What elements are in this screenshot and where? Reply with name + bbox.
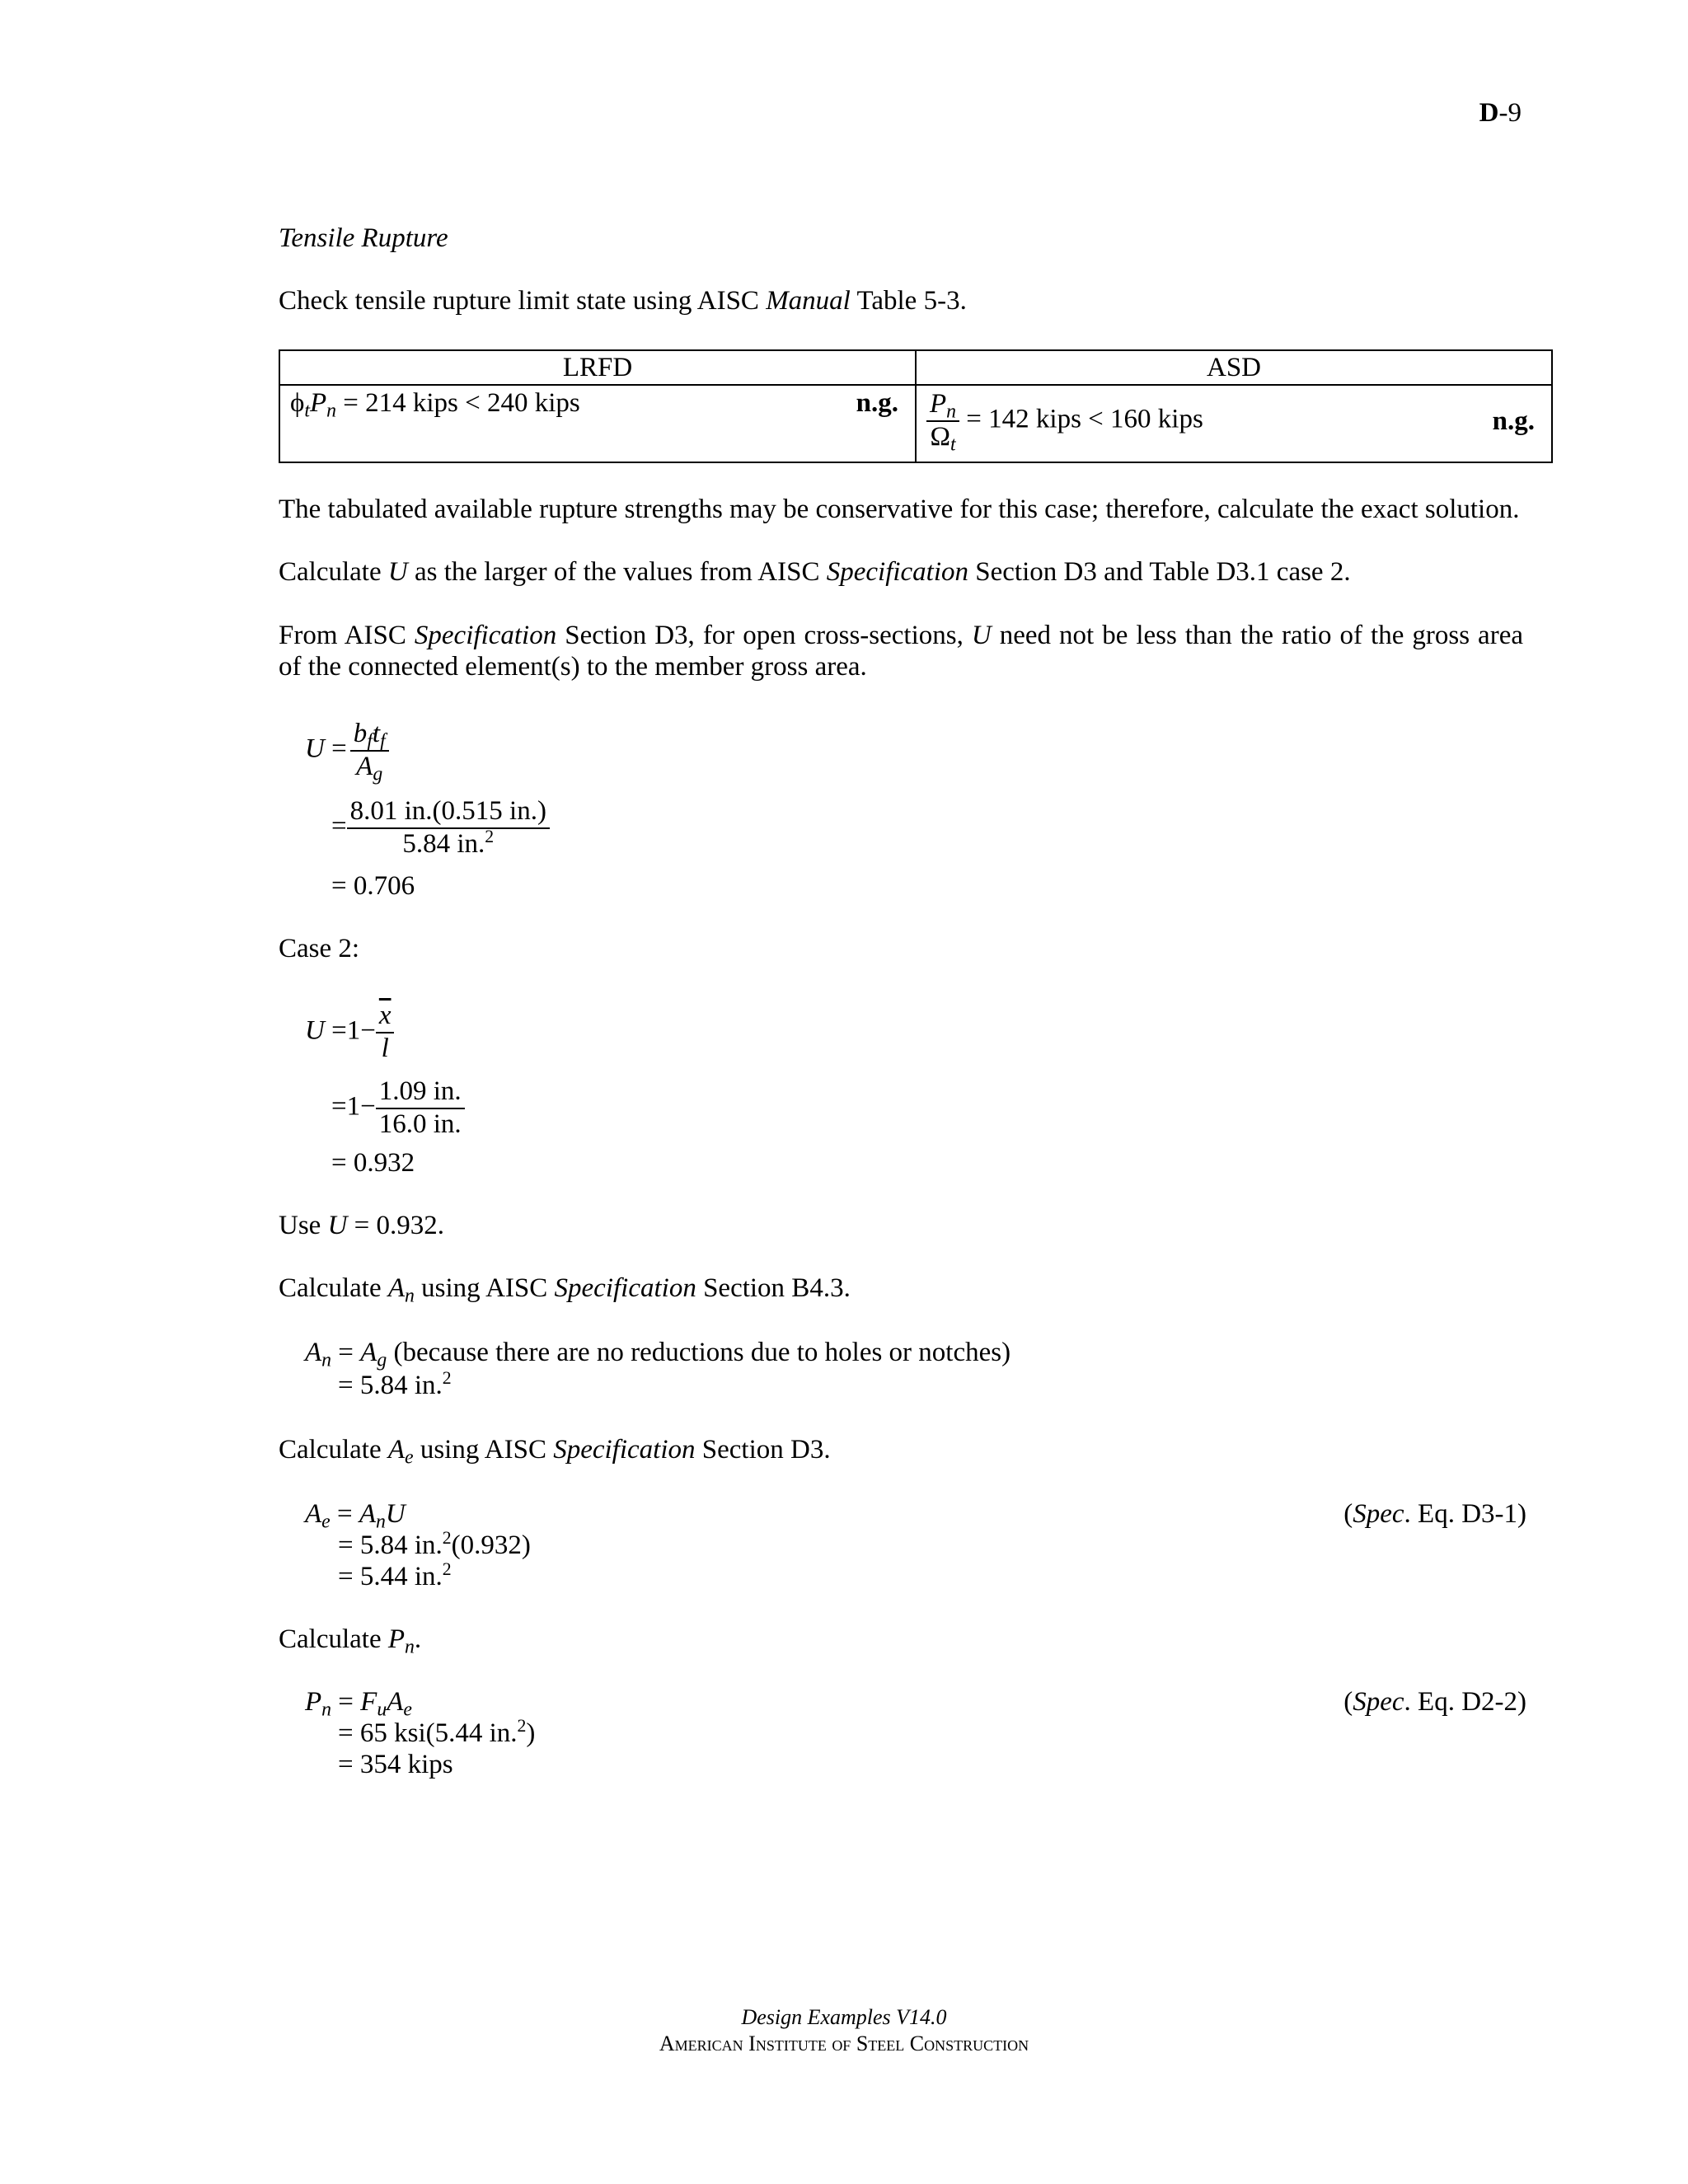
phi-symbol: ϕ [290,388,305,418]
asd-cell [916,385,1552,462]
numerator: 1.09 in. [376,1076,465,1109]
calculate-an-heading [279,1272,851,1305]
symbol-a: A [360,1338,377,1367]
text: Section D3. [695,1435,831,1465]
fraction-numeric [376,1076,465,1141]
numerator [376,1001,395,1033]
text: Calculate [279,1624,388,1654]
symbol-u: U [327,1211,348,1240]
footer-organization: American Institute of Steel Construction [659,2032,1029,2055]
area-value: 5.84 in. [402,828,485,859]
subscript-n: n [405,1285,415,1307]
spec-word: Spec [1353,1687,1404,1717]
symbol-a: A [305,1338,322,1367]
superscript: 2 [517,1716,527,1736]
symbol-a: A [305,1499,322,1529]
symbol-a: A [359,1499,377,1529]
asd-value: = 142 kips < 160 kips [959,404,1203,434]
spec-word: Specification [414,621,557,650]
symbol-b: b [353,719,368,748]
text: as the larger of the values from AISC [407,557,827,587]
lrfd-asd-table [279,349,1553,463]
subscript-n: n [946,401,957,423]
symbol-u: U [971,621,992,650]
paren: ( [1343,1499,1353,1529]
page-number-prefix: D [1479,98,1499,128]
equals: = [331,811,347,841]
asd-fraction [926,389,959,456]
symbol-l: l [381,1033,389,1063]
superscript: 2 [442,1559,452,1580]
subscript-n: n [326,400,337,422]
note-text: (because there are no reductions due to holes or notches) [387,1338,1011,1367]
footer-title: Design Examples V14.0 [741,2005,947,2029]
use-u-statement [279,1210,444,1243]
symbol-u: U [385,1499,406,1529]
lrfd-equation [290,387,580,420]
area-value: = 5.44 in. [338,1562,443,1591]
lrfd-cell [279,385,916,462]
table-row [279,385,1552,462]
text: need not be less than the ratio of the gross area [991,621,1523,650]
equals: = [331,1338,361,1367]
text: Calculate [279,1273,388,1303]
numerator: 8.01 in.(0.515 in.) [347,796,550,829]
calculate-pn-heading [279,1624,421,1657]
symbol-a: A [387,1435,406,1465]
denominator [347,826,550,860]
symbol-x-bar: $\overline{x}$ [378,1001,392,1030]
symbol-p: P [930,389,947,419]
text: using AISC [413,1435,554,1465]
fraction-numeric [347,796,550,860]
symbol-a: A [387,1687,404,1717]
table-header-row [279,350,1552,385]
symbol-u: U [387,557,408,587]
spec-word: Specification [553,1435,696,1465]
paragraph-open-sections [279,620,1523,653]
paragraph-open-sections-line2: of the connected element(s) to the member gross area. [279,652,867,682]
lrfd-value: = 214 kips < 240 kips [336,388,580,418]
subscript-f: f [367,730,373,752]
reference-text: . Eq. D2-2) [1404,1687,1526,1717]
area-value: = 5.84 in. [338,1530,443,1560]
equation-an-value [338,1370,452,1403]
equation-u-ratio [305,719,389,783]
subscript-u: u [377,1699,387,1721]
paren: ) [526,1718,536,1748]
subscript-e: e [403,1699,412,1721]
denominator [350,752,389,783]
paragraph-calculate-u [279,556,1351,589]
lrfd-header: LRFD [279,350,916,385]
equation-ae [305,1498,406,1531]
symbol-u: U [305,1015,325,1046]
subscript-e: e [405,1446,414,1469]
text: Calculate [279,557,388,587]
page-number [1479,97,1522,130]
asd-status: n.g. [1492,406,1535,436]
text: = 0.932. [347,1211,445,1240]
symbol-u: U [305,733,325,764]
intro-paragraph [279,285,967,318]
text: From AISC [279,621,415,650]
denominator: 16.0 in. [378,1108,462,1139]
subscript-n: n [321,1349,332,1371]
text: Calculate [279,1435,388,1465]
superscript: 2 [442,1368,452,1389]
lrfd-status: n.g. [856,388,898,418]
denominator [376,1033,395,1065]
superscript: 2 [485,826,495,846]
equation-pn-numeric [338,1718,535,1750]
text: Use [279,1211,328,1240]
symbol-f: F [360,1687,377,1717]
subscript-n: n [405,1636,415,1658]
equation-an [305,1337,1010,1370]
text: Section D3, for open cross-sections, [556,621,972,650]
equation-u-case2-result: = 0.932 [331,1148,415,1178]
equals: = [331,1687,361,1717]
subscript-n: n [321,1699,332,1721]
subscript-n: n [376,1511,386,1533]
equals-one-minus: =1− [331,1091,376,1122]
subscript-g: g [377,1349,387,1371]
text: using AISC [414,1273,555,1303]
manual-word: Manual [766,286,851,316]
asd-header: ASD [916,350,1552,385]
superscript: 2 [442,1528,452,1549]
subscript-g: g [373,763,383,785]
subscript-t: t [304,400,310,422]
asd-numerator [926,389,959,422]
paren: ( [1343,1687,1353,1717]
asd-equation [926,389,1203,456]
factor-value: (0.932) [451,1530,531,1560]
numerator [350,719,389,752]
intro-text: Check tensile rupture limit state using AISC [279,286,767,316]
symbol-a: A [356,751,373,781]
spec-reference-d2-2 [1343,1686,1526,1719]
equation-u-case2 [305,1001,394,1065]
asd-denominator [926,421,959,456]
equation-u-numeric [331,796,550,860]
calculate-ae-heading [279,1434,831,1467]
text: Section B4.3. [696,1273,851,1303]
equation-pn [305,1686,412,1719]
fraction-bf-tf-ag [350,719,389,783]
symbol-p: P [309,388,327,418]
period: . [414,1624,422,1654]
equation-u-result: = 0.706 [331,871,415,901]
spec-word: Spec [1353,1499,1404,1529]
area-value: = 5.84 in. [338,1371,443,1400]
page-number-suffix: -9 [1498,98,1522,128]
fraction-x-l [376,1001,395,1065]
text: Section D3 and Table D3.1 case 2. [968,557,1351,587]
subscript-e: e [321,1511,331,1533]
equation-ae-result [338,1561,452,1594]
subscript-f: f [380,730,386,752]
symbol-p: P [305,1687,322,1717]
equation-u-case2-numeric [331,1076,465,1141]
equation-pn-result: = 354 kips [338,1750,453,1779]
paragraph-conservative: The tabulated available rupture strengths may be conservative for this case; therefore, calculate the exact solution. [279,494,1520,524]
intro-text-end: Table 5-3. [850,286,967,316]
spec-reference-d3-1 [1343,1498,1526,1531]
symbol-p: P [387,1624,406,1654]
equation-ae-numeric [338,1530,531,1563]
symbol-a: A [387,1273,406,1303]
symbol-t: t [372,719,380,748]
section-title: Tensile Rupture [279,223,448,253]
spec-word: Specification [554,1273,696,1303]
equals: = [324,733,347,764]
subscript-t: t [950,434,956,456]
stress-area-value: = 65 ksi(5.44 in. [338,1718,518,1748]
equals-one-minus: =1− [324,1015,376,1046]
spec-word: Specification [826,557,969,587]
omega-symbol: Ω [930,421,950,452]
equals: = [330,1499,359,1529]
case-2-label: Case 2: [279,934,360,963]
reference-text: . Eq. D3-1) [1404,1499,1526,1529]
